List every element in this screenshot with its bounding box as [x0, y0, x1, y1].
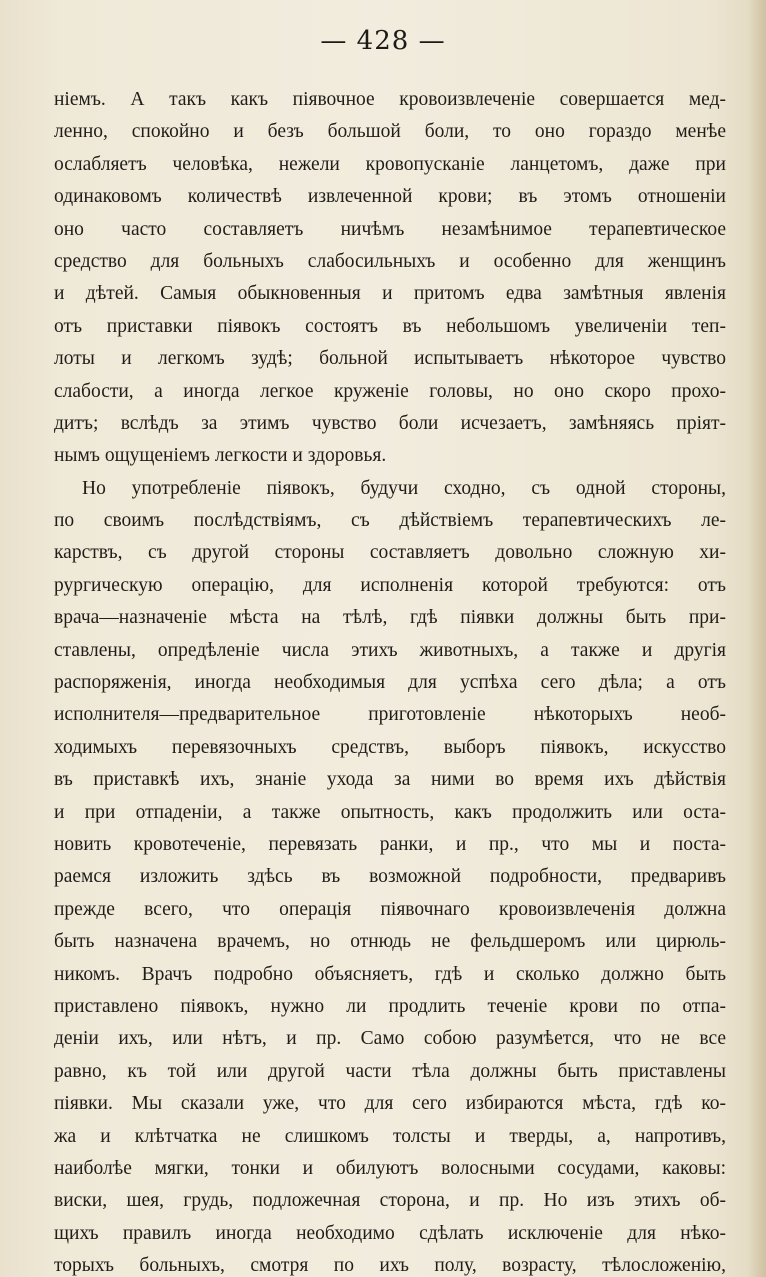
- text-line: быть назначена врачемъ, но отнюдь не фельдшеромъ или цирюль-: [54, 931, 726, 953]
- text-line: ніемъ. А такъ какъ піявочное кровоизвлеченіе совершается мед-: [54, 89, 726, 110]
- paragraph-2: [54, 473, 726, 1277]
- text-line: ослабляетъ человѣка, нежели кровопусканіе ланцетомъ, даже при: [54, 153, 726, 175]
- text-line: ставлены, опредѣленіе числа этихъ животныхъ, а также и другія: [54, 639, 726, 661]
- text-line: прежде всего, что операція піявочнаго кровоизвлеченія должна: [54, 898, 726, 920]
- text-line: щихъ правилъ иногда необходимо сдѣлать исключеніе для нѣко-: [54, 1222, 726, 1244]
- text-line: равно, къ той или другой части тѣла должны быть приставлены: [54, 1060, 726, 1082]
- text-line: средство для больныхъ слабосильныхъ и особенно для женщинъ: [54, 250, 726, 272]
- text-line: торыхъ больныхъ, смотря по ихъ полу, возрасту, тѣлосложенію,: [54, 1255, 726, 1277]
- text-line: виски, шея, грудь, подложечная сторона, и пр. Но изъ этихъ об-: [54, 1190, 726, 1212]
- text-line: приставлено піявокъ, нужно ли продлить теченіе крови по отпа-: [54, 995, 726, 1017]
- text-line: по своимъ послѣдствіямъ, съ дѣйствіемъ терапевтическихъ ле-: [54, 510, 726, 532]
- page-number: — 428 —: [320, 26, 446, 56]
- text-line: нымъ ощущеніемъ легкости и здоровья.: [54, 445, 387, 467]
- text-line: карствъ, съ другой стороны составляетъ довольно сложную хи-: [54, 542, 726, 564]
- text-line: распоряженія, иногда необходимыя для успѣха сего дѣла; а отъ: [54, 672, 726, 694]
- text-line: раемся изложить здѣсь въ возможной подробности, предваривъ: [54, 866, 726, 888]
- text-line: отъ приставки піявокъ состоятъ въ небольшомъ увеличеніи теп-: [54, 315, 726, 337]
- text-block: [54, 84, 726, 1277]
- text-line: лоты и легкомъ зудѣ; больной испытываетъ нѣкоторое чувство: [54, 348, 726, 370]
- text-line: никомъ. Врачъ подробно объясняетъ, гдѣ и сколько должно быть: [54, 963, 726, 985]
- text-line: исполнителя—предварительное приготовленіе нѣкоторыхъ необ-: [54, 704, 726, 726]
- text-line: дитъ; вслѣдъ за этимъ чувство боли исчезаетъ, замѣняясь пріят-: [54, 412, 726, 434]
- text-line: Но употребленіе піявокъ, будучи сходно, съ одной стороны,: [82, 477, 726, 499]
- text-line: ходимыхъ перевязочныхъ средствъ, выборъ піявокъ, искусство: [54, 736, 726, 758]
- text-line: и при отпаденіи, а также опытность, какъ продолжить или оста-: [54, 801, 726, 823]
- text-line: ленно, спокойно и безъ большой боли, то оно гораздо менѣе: [54, 121, 726, 143]
- text-line: новить кровотеченіе, перевязать ранки, и пр., что мы и поста-: [54, 833, 726, 855]
- text-line: жа и клѣтчатка не слишкомъ толсты и тверды, а, напротивъ,: [54, 1125, 726, 1147]
- text-line: слабости, а иногда легкое круженіе головы, но оно скоро прохо-: [54, 380, 726, 402]
- text-line: піявки. Мы сказали уже, что для сего избираются мѣста, гдѣ ко-: [54, 1093, 726, 1115]
- text-line: оно часто составляетъ ничѣмъ незамѣнимое терапевтическое: [54, 218, 726, 240]
- text-line: одинаковомъ количествѣ извлеченной крови; въ этомъ отношеніи: [54, 186, 726, 208]
- text-line: рургическую операцію, для исполненія которой требуются: отъ: [54, 574, 726, 596]
- text-line: врача—назначеніе мѣста на тѣлѣ, гдѣ піявки должны быть при-: [54, 607, 726, 629]
- paragraph-1: [54, 84, 726, 473]
- text-line: наиболѣе мягки, тонки и обилуютъ волосными сосудами, каковы:: [54, 1157, 726, 1179]
- text-line: деніи ихъ, или нѣтъ, и пр. Само собою разумѣется, что не все: [54, 1028, 726, 1050]
- page-edge-shadow: [748, 0, 766, 1277]
- text-line: и дѣтей. Самыя обыкновенныя и притомъ едва замѣтныя явленія: [54, 283, 726, 305]
- text-line: въ приставкѣ ихъ, знаніе ухода за ними во время ихъ дѣйствія: [54, 769, 726, 791]
